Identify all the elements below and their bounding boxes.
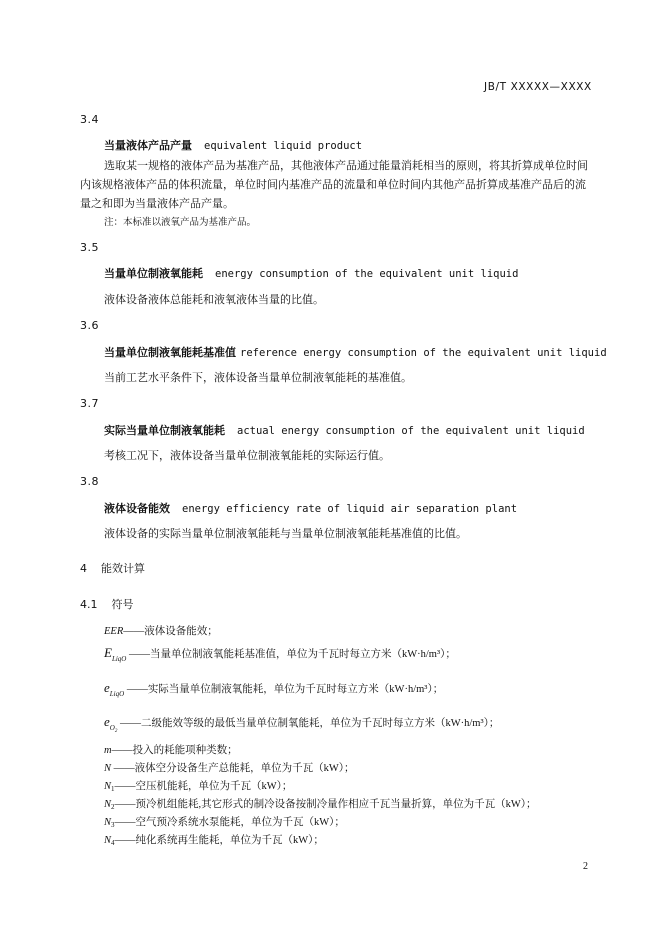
section-number-3-6: 3.6 [80, 319, 99, 332]
symbol-description: ——液体设备能效； [123, 626, 218, 637]
term-en: energy consumption of the equivalent unit liquid [215, 268, 519, 280]
symbol-name: EER [104, 626, 124, 637]
term-cn: 实际当量单位制液氧能耗 [104, 424, 225, 437]
symbol-name: m [104, 745, 112, 756]
term-en: reference energy consumption of the equivalent unit liquid [240, 347, 607, 359]
term-cn: 当量单位制液氧能耗基准值 [104, 346, 236, 359]
symbol-m [104, 742, 238, 757]
symbol-subscript: 3 [111, 821, 115, 829]
symbol-n2 [104, 796, 537, 811]
subsection-heading [80, 596, 134, 612]
symbol-description: ——空气预冷系统水泵能耗，单位为千瓦（kW）； [114, 817, 345, 828]
term-3-6 [104, 344, 607, 360]
chapter-heading [80, 560, 145, 576]
symbol-n3 [104, 814, 345, 829]
section-number-3-8: 3.8 [80, 475, 99, 488]
definition-3-6: 当前工艺水平条件下，液体设备当量单位制液氧能耗的基准值。 [104, 372, 412, 384]
term-3-8 [104, 500, 517, 516]
term-en: actual energy consumption of the equivalent unit liquid [237, 425, 585, 437]
chapter-number: 4 [80, 562, 87, 575]
symbol-subscript: LiqO [111, 655, 127, 663]
subsection-title: 符号 [111, 598, 134, 611]
definition-3-7: 考核工况下，液体设备当量单位制液氧能耗的实际运行值。 [104, 450, 390, 462]
term-3-4 [104, 137, 362, 153]
definition-paragraph-3-4: 选取某一规格的液体产品为基准产品，其他液体产品通过能量消耗相当的原则，将其折算成单位时间内该规格液体产品的体积流量，单位时间内基准产品的流量和单位时间内其他产品折算成基准产品后的流量之和即为当量液体产品产量。 [80, 160, 588, 210]
chapter-title: 能效计算 [101, 562, 145, 575]
symbol-name: N [104, 781, 112, 792]
symbol-description: ——实际当量单位制液氧能耗，单位为千瓦时每立方米（kW·h/m³）； [124, 684, 444, 695]
definition-3-8: 液体设备的实际当量单位制液氧能耗与当量单位制液氧能耗基准值的比值。 [104, 528, 467, 540]
term-cn: 当量单位制液氧能耗 [104, 267, 203, 280]
symbol-subscript: 1 [111, 785, 115, 793]
symbol-e-actual [104, 680, 443, 698]
symbol-subsubscript: 2 [114, 729, 118, 734]
symbol-name: N [104, 817, 112, 828]
symbol-n1 [104, 778, 292, 793]
term-3-5 [104, 265, 518, 281]
term-en: energy efficiency rate of liquid air separation plant [182, 503, 518, 515]
term-3-7 [104, 422, 585, 438]
symbol-subscript: 4 [111, 839, 115, 847]
symbol-e-ref [104, 645, 456, 663]
symbol-description: ——液体空分设备生产总能耗，单位为千瓦（kW）； [111, 763, 355, 774]
symbol-name: e [104, 714, 110, 729]
symbol-description: ——当量单位制液氧能耗基准值，单位为千瓦时每立方米（kW·h/m³）； [126, 649, 456, 660]
symbol-eer [104, 623, 218, 638]
symbol-n4 [104, 832, 324, 847]
symbol-name: E [104, 645, 112, 660]
section-number-3-7: 3.7 [80, 397, 99, 410]
symbol-name: N [104, 799, 112, 810]
symbol-name: e [104, 680, 110, 695]
symbol-subscript: 2 [111, 803, 115, 811]
section-number-3-4: 3.4 [80, 113, 99, 126]
symbol-description: ——预冷机组能耗,其它形式的制冷设备按制冷量作相应千瓦当量折算，单位为千瓦（kW）； [114, 799, 537, 810]
subsection-number: 4.1 [80, 598, 98, 611]
symbol-name: N [104, 835, 112, 846]
symbol-n [104, 760, 355, 775]
section-number-3-5: 3.5 [80, 241, 99, 254]
symbol-description: ——纯化系统再生能耗，单位为千瓦（kW）； [114, 835, 324, 846]
document-code-header: JB/T XXXXX—XXXX [484, 81, 592, 93]
symbol-name: N [104, 763, 112, 774]
page-number: 2 [583, 861, 588, 872]
term-cn: 当量液体产品产量 [104, 139, 192, 152]
symbol-description: ——投入的耗能项种类数； [111, 745, 238, 756]
term-cn: 液体设备能效 [104, 502, 170, 515]
symbol-description: ——空压机能耗，单位为千瓦（kW）； [114, 781, 293, 792]
definition-3-5: 液体设备液体总能耗和液氧液体当量的比值。 [104, 294, 324, 306]
symbol-subscript: LiqO [109, 690, 125, 698]
symbol-description: ——二级能效等级的最低当量单位制氧能耗，单位为千瓦时每立方米（kW·h/m³）； [117, 718, 500, 729]
note-3-4: 注：本标准以液氧产品为基准产品。 [104, 218, 257, 228]
term-en: equivalent liquid product [204, 140, 363, 152]
symbol-e-o2 [104, 714, 499, 734]
symbol-subscript: O [109, 724, 115, 732]
